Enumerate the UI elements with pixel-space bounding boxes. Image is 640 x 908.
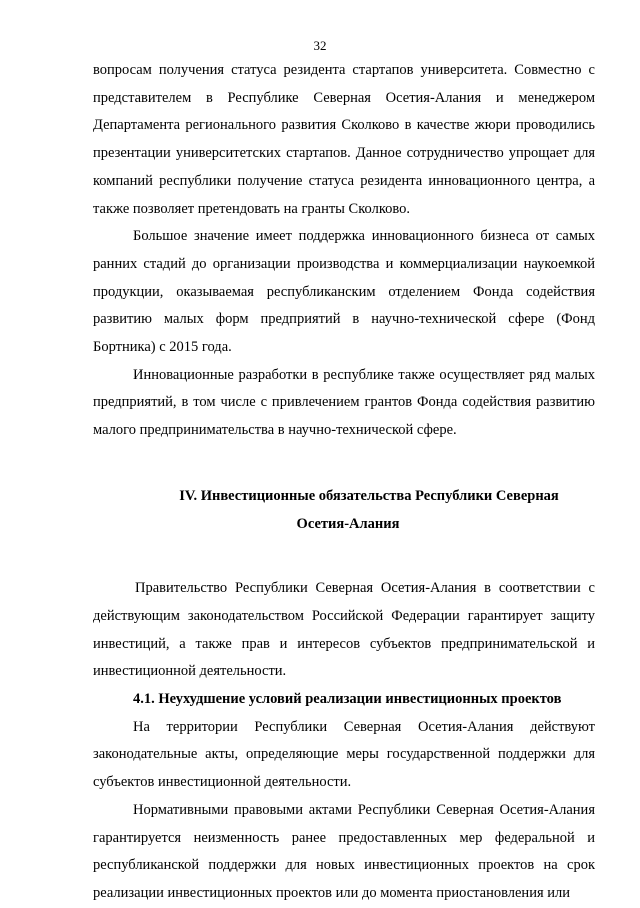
page-number: 32: [313, 38, 327, 53]
document-body: [93, 57, 595, 908]
section-title: [93, 483, 595, 538]
paragraph-small-enterprises: Инновационные разработки в республике также осуществляет ряд малых предприятий, в том числе с привлечением грантов Фонда содействия развитию малого предпринимательства в научно-технической сфере.: [93, 366, 595, 439]
section-title-line2: Осетия-Алания: [296, 515, 400, 532]
paragraph-innovation-support: Большое значение имеет поддержка инновационного бизнеса от самых ранних стадий до организации производства и коммерциализации наукоемкой продукции, оказываемая республиканским отделением Фонда содействия развитию малых форм предприятий в научно-технической сфере (Фонд Бортника) с 2015 года.: [93, 228, 595, 356]
paragraph-legislative-acts: На территории Республики Северная Осетия-Алания действуют законодательные акты, определяющие меры государственной поддержки для субъектов инвестиционной деятельности.: [93, 718, 595, 791]
paragraph-skolkovo: вопросам получения статуса резидента стартапов университета. Совместно с представителем в Республике Северная Осетия-Алания и менеджером Департамента регионального развития Сколково в качестве жюри проводились презентации университетских стартапов. Данное сотрудничество упрощает для компаний республики получение статуса резидента инновационного центра, а также позволяет претендовать на гранты Сколково.: [93, 62, 595, 217]
section-title-line1: IV. Инвестиционные обязательства Республики Северная: [179, 487, 559, 504]
paragraph-investment-guarantee: Правительство Республики Северная Осетия-Алания в соответствии с действующим законодательством Российской Федерации гарантирует защиту инвестиций, а также прав и интересов субъектов предпринимательской и инвестиционной деятельности.: [93, 580, 595, 680]
subheading-4-1: 4.1. Неухудшение условий реализации инвестиционных проектов: [133, 691, 562, 708]
paragraph-normative-acts: Нормативными правовыми актами Республики Северная Осетия-Алания гарантируется неизменность ранее предоставленных мер федеральной и республиканской поддержки для новых инвестиционных проектов на срок реализации инвестиционных проектов или до момента приостановления или: [93, 801, 595, 901]
